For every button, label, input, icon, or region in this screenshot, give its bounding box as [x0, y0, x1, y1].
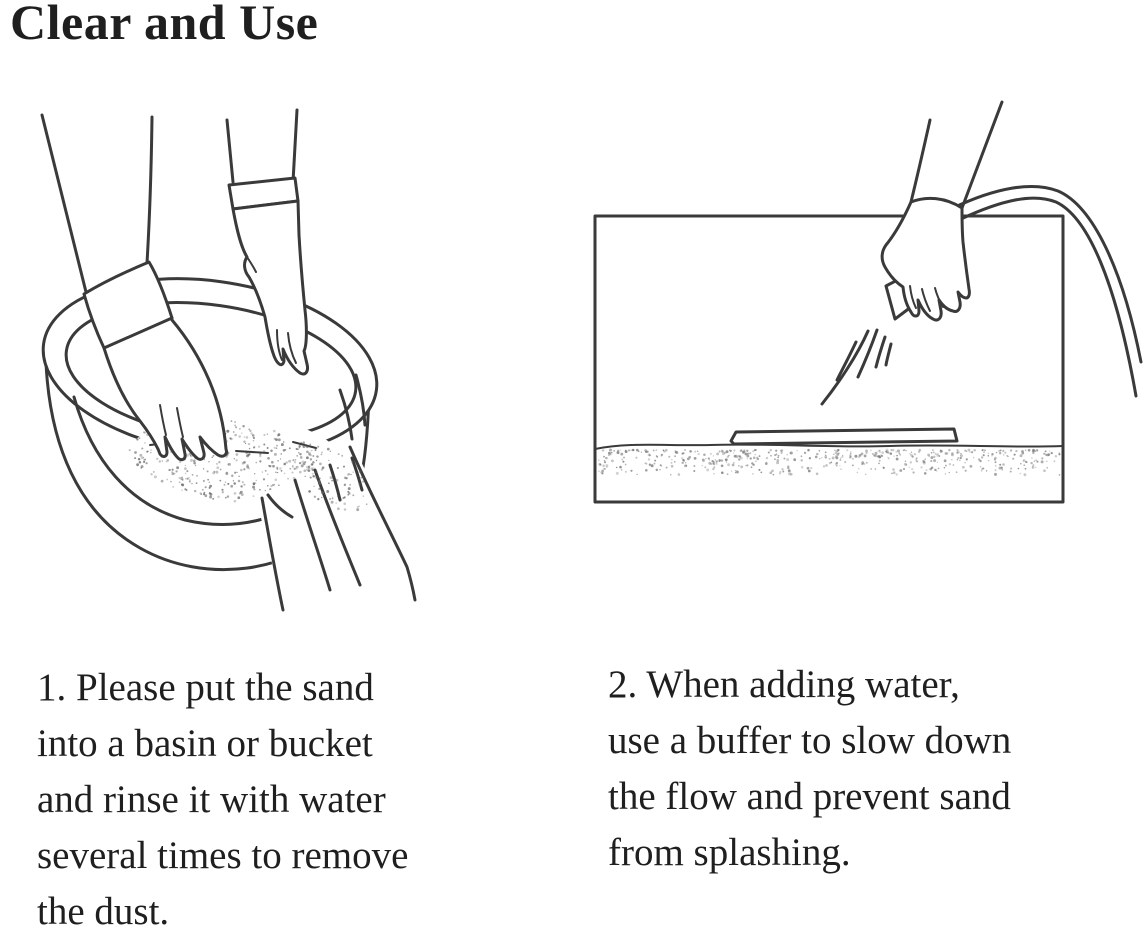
pour-water-with-buffer-illustration — [570, 90, 1145, 530]
basin-wash-drawing — [0, 105, 450, 615]
instruction-line: several times to remove — [37, 834, 409, 877]
instruction-line: into a basin or bucket — [37, 722, 373, 765]
instruction-line: the dust. — [37, 890, 170, 933]
instruction-line: 1. Please put the sand — [37, 666, 374, 709]
instruction-step-1 — [37, 660, 477, 940]
rinse-sand-in-basin-illustration — [0, 105, 450, 615]
hand-with-hose — [882, 102, 1141, 396]
instruction-line: 2. When adding water, — [608, 663, 960, 706]
instruction-line: and rinse it with water — [37, 778, 386, 821]
buffer-plate — [731, 429, 957, 444]
instruction-line: the flow and prevent sand — [608, 775, 1011, 818]
sand-layer — [595, 445, 1063, 477]
page-title: Clear and Use — [10, 0, 319, 50]
water-streams — [822, 330, 891, 404]
tank-fill-drawing — [570, 90, 1145, 530]
hose — [953, 186, 1141, 396]
instruction-step-2 — [608, 657, 1108, 881]
instruction-line: use a buffer to slow down — [608, 719, 1012, 762]
instruction-line: from splashing. — [608, 831, 851, 874]
